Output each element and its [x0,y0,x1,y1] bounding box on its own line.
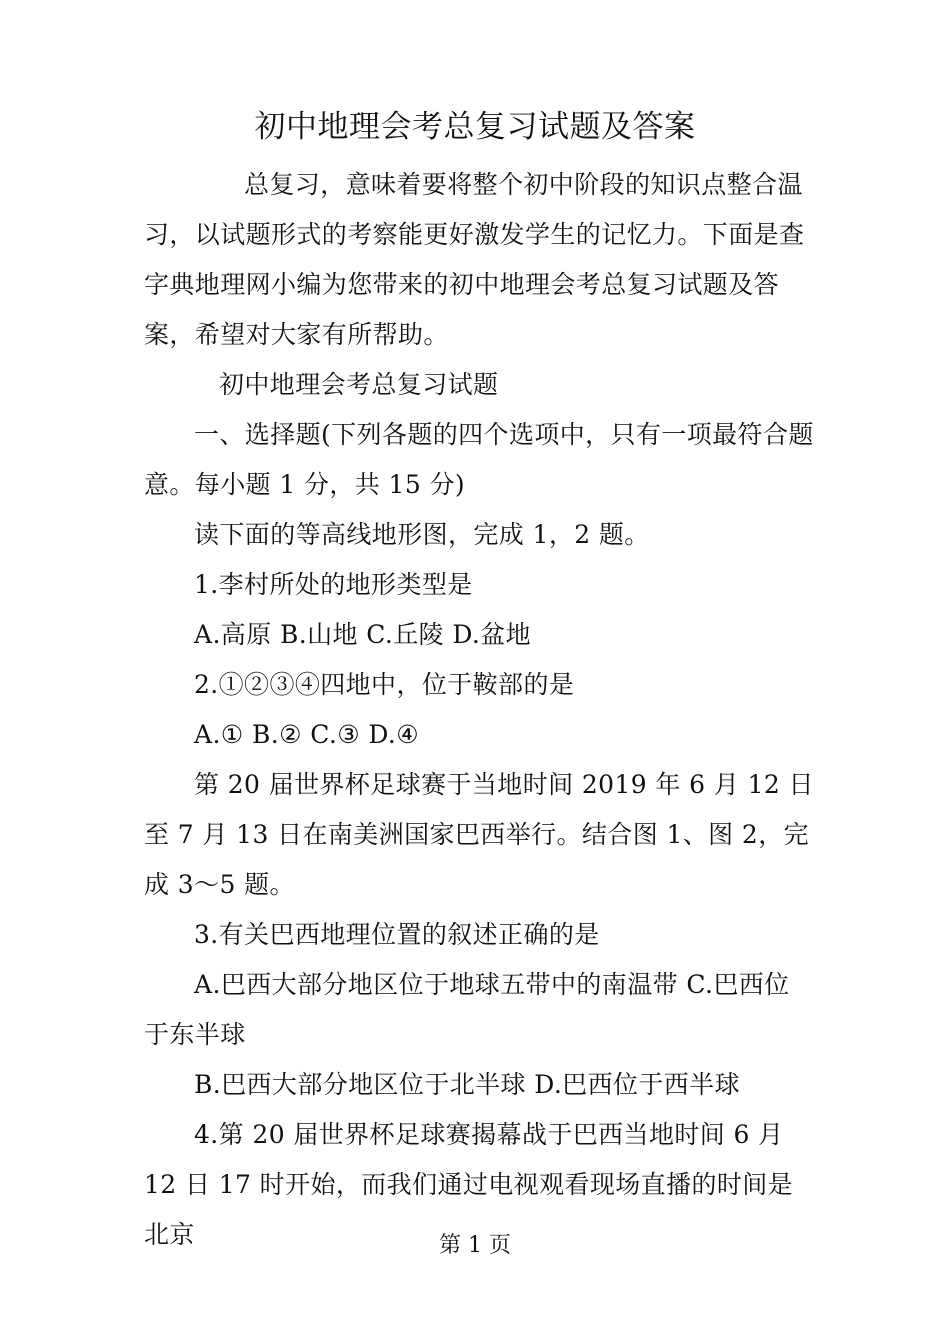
document-body [144,160,814,1260]
question-3-options-bd: B.巴西大部分地区位于北半球 D.巴西位于西半球 [194,1070,740,1099]
section-heading: 一、选择题(下列各题的四个选项中，只有一项最符合题意。每小题 1 分，共 15 分) [144,420,814,499]
question-2-options: A.① B.② C.③ D.④ [194,720,420,749]
section-subtitle: 初中地理会考总复习试题 [219,370,499,399]
question-4: 4.第 20 届世界杯足球赛揭幕战于巴西当地时间 6 月 12 日 17 时开始，而我们通过电视观看现场直播的时间是北京 [144,1120,794,1249]
question-2: 2.①②③④四地中，位于鞍部的是 [194,670,575,699]
question-1-options: A.高原 B.山地 C.丘陵 D.盆地 [194,620,532,649]
page-number: 第 1 页 [439,1233,511,1258]
question-3: 3.有关巴西地理位置的叙述正确的是 [194,920,600,949]
document-title: 初中地理会考总复习试题及答案 [254,109,696,145]
question-1: 1.李村所处的地形类型是 [194,570,473,599]
context-paragraph: 第 20 届世界杯足球赛于当地时间 2019 年 6 月 12 日至 7 月 13 日在南美洲国家巴西举行。结合图 1、图 2，完成 3～5 题。 [144,770,814,899]
intro-paragraph: 总复习，意味着要将整个初中阶段的知识点整合温习，以试题形式的考察能更好激发学生的记忆力。下面是查字典地理网小编为您带来的初中地理会考总复习试题及答案，希望对大家有所帮助。 [144,170,805,349]
question-3-options-ac: A.巴西大部分地区位于地球五带中的南温带 C.巴西位于东半球 [144,970,790,1049]
instruction-paragraph: 读下面的等高线地形图，完成 1，2 题。 [194,520,650,549]
